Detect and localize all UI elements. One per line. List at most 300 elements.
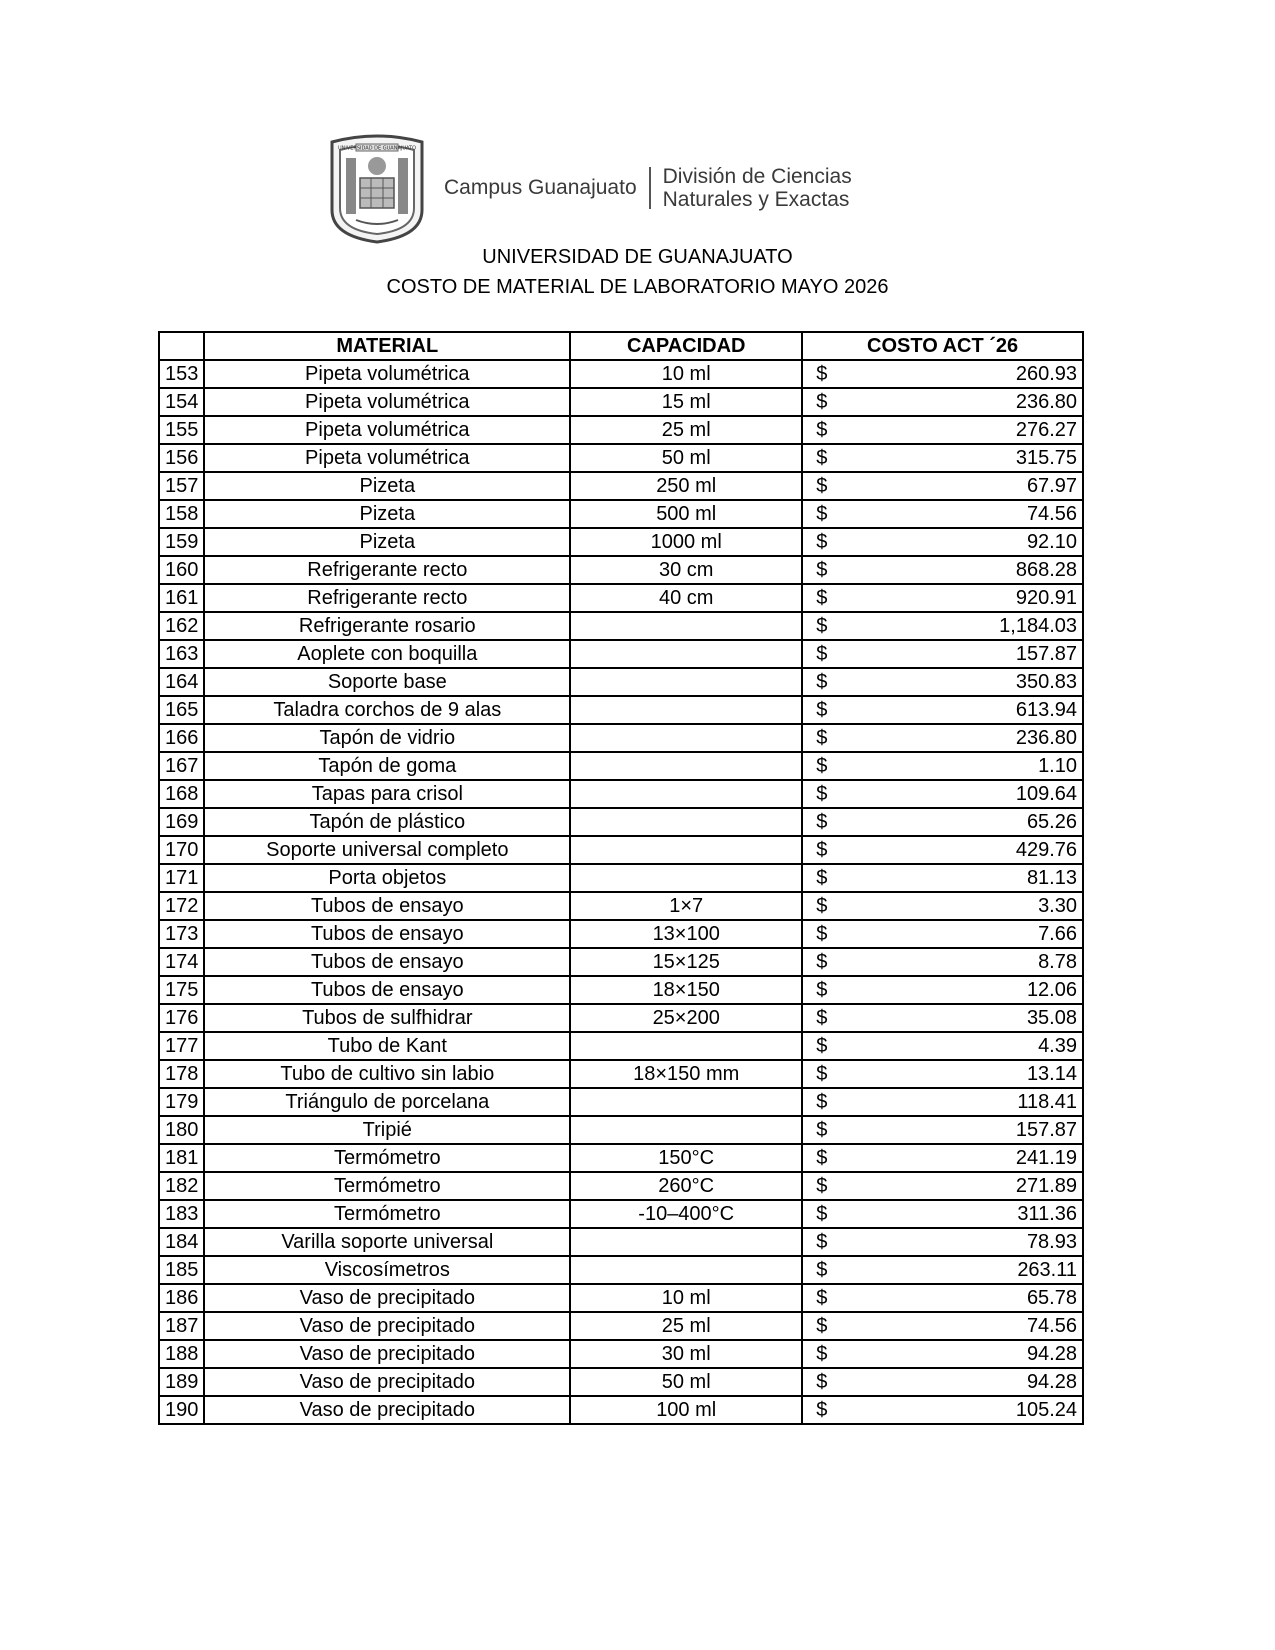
material-cell: Pizeta	[204, 472, 570, 500]
material-cell: Varilla soporte universal	[204, 1228, 570, 1256]
cost-amount: 236.80	[1015, 391, 1077, 413]
cost-amount: 94.28	[1026, 1371, 1077, 1393]
currency-symbol: $	[816, 1371, 828, 1393]
cost-amount: 109.64	[1015, 783, 1077, 805]
material-cell: Tubo de cultivo sin labio	[204, 1060, 570, 1088]
material-cell: Soporte base	[204, 668, 570, 696]
capacity-cell: 250 ml	[570, 472, 802, 500]
currency-symbol: $	[816, 419, 828, 441]
currency-symbol: $	[816, 671, 828, 693]
material-cell: Refrigerante recto	[204, 556, 570, 584]
svg-text:UNIVERSIDAD DE GUANAJUATO: UNIVERSIDAD DE GUANAJUATO	[337, 145, 417, 152]
row-number: 153	[159, 360, 204, 388]
cost-cell	[802, 808, 1083, 836]
table-row	[159, 640, 1083, 668]
capacity-cell	[570, 864, 802, 892]
table-header-row	[159, 332, 1083, 360]
table-row	[159, 948, 1083, 976]
row-number: 163	[159, 640, 204, 668]
cost-cell	[802, 416, 1083, 444]
capacity-cell	[570, 1088, 802, 1116]
cost-wrapper	[808, 865, 1077, 891]
currency-symbol: $	[816, 1063, 828, 1085]
cost-wrapper	[808, 557, 1077, 583]
cost-cell	[802, 668, 1083, 696]
table-row	[159, 836, 1083, 864]
capacity-cell	[570, 1116, 802, 1144]
cost-cell	[802, 1004, 1083, 1032]
cost-cell	[802, 1284, 1083, 1312]
material-cell: Tubo de Kant	[204, 1032, 570, 1060]
row-number: 161	[159, 584, 204, 612]
material-cell: Triángulo de porcelana	[204, 1088, 570, 1116]
capacity-cell	[570, 752, 802, 780]
cost-cell	[802, 948, 1083, 976]
division-line-2: Naturales y Exactas	[662, 188, 850, 211]
table-row	[159, 388, 1083, 416]
table-row	[159, 1396, 1083, 1424]
table-row	[159, 668, 1083, 696]
row-number: 156	[159, 444, 204, 472]
cost-amount: 311.36	[1017, 1203, 1077, 1225]
table-row	[159, 500, 1083, 528]
cost-amount: 105.24	[1015, 1399, 1077, 1421]
capacity-cell: 13×100	[570, 920, 802, 948]
header-number	[159, 332, 204, 360]
cost-amount: 263.11	[1017, 1259, 1077, 1281]
cost-cell	[802, 556, 1083, 584]
capacity-cell: 50 ml	[570, 444, 802, 472]
cost-amount: 3.30	[1038, 895, 1077, 917]
cost-wrapper	[808, 1397, 1077, 1423]
document-subtitle: COSTO DE MATERIAL DE LABORATORIO MAYO 2026	[386, 276, 889, 298]
material-cell: Termómetro	[204, 1144, 570, 1172]
row-number: 154	[159, 388, 204, 416]
cost-amount: 12.06	[1026, 979, 1077, 1001]
cost-cell	[802, 920, 1083, 948]
cost-wrapper	[808, 669, 1077, 695]
row-number: 176	[159, 1004, 204, 1032]
row-number: 159	[159, 528, 204, 556]
table-row	[159, 1088, 1083, 1116]
header-cost: COSTO ACT ´26	[802, 332, 1083, 360]
cost-cell	[802, 1200, 1083, 1228]
row-number: 188	[159, 1340, 204, 1368]
cost-cell	[802, 640, 1083, 668]
cost-amount: 868.28	[1015, 559, 1077, 581]
material-cell: Tubos de ensayo	[204, 976, 570, 1004]
material-cell: Taladra corchos de 9 alas	[204, 696, 570, 724]
currency-symbol: $	[816, 1259, 828, 1281]
cost-wrapper	[808, 1285, 1077, 1311]
cost-cell	[802, 528, 1083, 556]
capacity-cell	[570, 1256, 802, 1284]
cost-cell	[802, 472, 1083, 500]
cost-amount: 4.39	[1038, 1035, 1077, 1057]
cost-cell	[802, 500, 1083, 528]
cost-amount: 613.94	[1015, 699, 1077, 721]
cost-cell	[802, 1312, 1083, 1340]
cost-amount: 118.41	[1017, 1091, 1077, 1113]
capacity-cell: 100 ml	[570, 1396, 802, 1424]
material-cell: Pipeta volumétrica	[204, 388, 570, 416]
capacity-cell: 15 ml	[570, 388, 802, 416]
capacity-cell: 25 ml	[570, 416, 802, 444]
currency-symbol: $	[816, 559, 828, 581]
cost-amount: 1,184.03	[999, 615, 1077, 637]
row-number: 183	[159, 1200, 204, 1228]
material-cell: Pipeta volumétrica	[204, 444, 570, 472]
row-number: 166	[159, 724, 204, 752]
row-number: 170	[159, 836, 204, 864]
cost-amount: 920.91	[1015, 587, 1077, 609]
row-number: 184	[159, 1228, 204, 1256]
capacity-cell	[570, 668, 802, 696]
material-cell: Vaso de precipitado	[204, 1368, 570, 1396]
currency-symbol: $	[816, 979, 828, 1001]
cost-wrapper	[808, 1145, 1077, 1171]
currency-symbol: $	[816, 755, 828, 777]
cost-wrapper	[808, 501, 1077, 527]
cost-cell	[802, 1340, 1083, 1368]
cost-wrapper	[808, 697, 1077, 723]
cost-amount: 236.80	[1015, 727, 1077, 749]
cost-cell	[802, 1116, 1083, 1144]
cost-amount: 94.28	[1026, 1343, 1077, 1365]
row-number: 155	[159, 416, 204, 444]
institution-header	[326, 132, 866, 244]
table-row	[159, 724, 1083, 752]
row-number: 174	[159, 948, 204, 976]
row-number: 187	[159, 1312, 204, 1340]
cost-wrapper	[808, 473, 1077, 499]
cost-wrapper	[808, 1033, 1077, 1059]
table-row	[159, 1368, 1083, 1396]
currency-symbol: $	[816, 783, 828, 805]
currency-symbol: $	[816, 1035, 828, 1057]
capacity-cell: 18×150	[570, 976, 802, 1004]
campus-name: Campus Guanajuato	[444, 176, 637, 199]
cost-cell	[802, 584, 1083, 612]
row-number: 182	[159, 1172, 204, 1200]
currency-symbol: $	[816, 1203, 828, 1225]
cost-amount: 8.78	[1038, 951, 1077, 973]
cost-amount: 276.27	[1015, 419, 1077, 441]
material-cell: Tapón de plástico	[204, 808, 570, 836]
currency-symbol: $	[816, 503, 828, 525]
cost-amount: 78.93	[1026, 1231, 1077, 1253]
cost-wrapper	[808, 361, 1077, 387]
cost-cell	[802, 388, 1083, 416]
cost-cell	[802, 864, 1083, 892]
cost-cell	[802, 1172, 1083, 1200]
capacity-cell: 40 cm	[570, 584, 802, 612]
currency-symbol: $	[816, 363, 828, 385]
table-row	[159, 696, 1083, 724]
material-cell: Pipeta volumétrica	[204, 416, 570, 444]
material-cell: Viscosímetros	[204, 1256, 570, 1284]
material-cell: Termómetro	[204, 1200, 570, 1228]
table-row	[159, 1200, 1083, 1228]
capacity-cell	[570, 1032, 802, 1060]
row-number: 173	[159, 920, 204, 948]
row-number: 172	[159, 892, 204, 920]
cost-amount: 157.87	[1015, 643, 1077, 665]
capacity-cell: 10 ml	[570, 360, 802, 388]
cost-wrapper	[808, 389, 1077, 415]
row-number: 185	[159, 1256, 204, 1284]
document-titles	[0, 242, 1275, 302]
cost-wrapper	[808, 1201, 1077, 1227]
cost-wrapper	[808, 977, 1077, 1003]
currency-symbol: $	[816, 1399, 828, 1421]
cost-wrapper	[808, 921, 1077, 947]
table-row	[159, 780, 1083, 808]
table-row	[159, 892, 1083, 920]
capacity-cell	[570, 780, 802, 808]
capacity-cell	[570, 1228, 802, 1256]
cost-amount: 260.93	[1015, 363, 1077, 385]
currency-symbol: $	[816, 1343, 828, 1365]
material-cell: Aoplete con boquilla	[204, 640, 570, 668]
table-row	[159, 976, 1083, 1004]
row-number: 175	[159, 976, 204, 1004]
cost-amount: 157.87	[1015, 1119, 1077, 1141]
capacity-cell: 18×150 mm	[570, 1060, 802, 1088]
cost-amount: 65.78	[1026, 1287, 1077, 1309]
cost-amount: 74.56	[1026, 1315, 1077, 1337]
row-number: 171	[159, 864, 204, 892]
cost-wrapper	[808, 809, 1077, 835]
row-number: 158	[159, 500, 204, 528]
table-row	[159, 1004, 1083, 1032]
capacity-cell: 15×125	[570, 948, 802, 976]
currency-symbol: $	[816, 1119, 828, 1141]
table-row	[159, 1032, 1083, 1060]
table-row	[159, 1144, 1083, 1172]
row-number: 186	[159, 1284, 204, 1312]
capacity-cell	[570, 724, 802, 752]
currency-symbol: $	[816, 447, 828, 469]
capacity-cell: 30 ml	[570, 1340, 802, 1368]
table-row	[159, 1228, 1083, 1256]
capacity-cell	[570, 640, 802, 668]
material-cell: Vaso de precipitado	[204, 1396, 570, 1424]
currency-symbol: $	[816, 727, 828, 749]
division-name	[663, 165, 852, 211]
cost-cell	[802, 780, 1083, 808]
material-cell: Termómetro	[204, 1172, 570, 1200]
document-title: UNIVERSIDAD DE GUANAJUATO	[482, 246, 793, 268]
cost-amount: 35.08	[1026, 1007, 1077, 1029]
cost-cell	[802, 696, 1083, 724]
cost-cell	[802, 976, 1083, 1004]
cost-wrapper	[808, 1005, 1077, 1031]
cost-wrapper	[808, 1341, 1077, 1367]
cost-amount: 74.56	[1026, 503, 1077, 525]
capacity-cell	[570, 836, 802, 864]
material-cell: Pizeta	[204, 528, 570, 556]
cost-amount: 65.26	[1026, 811, 1077, 833]
cost-wrapper	[808, 725, 1077, 751]
cost-amount: 271.89	[1015, 1175, 1077, 1197]
cost-cell	[802, 1144, 1083, 1172]
cost-amount: 241.19	[1015, 1147, 1077, 1169]
currency-symbol: $	[816, 811, 828, 833]
cost-amount: 429.76	[1015, 839, 1077, 861]
row-number: 165	[159, 696, 204, 724]
row-number: 189	[159, 1368, 204, 1396]
cost-wrapper	[808, 1117, 1077, 1143]
cost-amount: 13.14	[1026, 1063, 1077, 1085]
capacity-cell: 500 ml	[570, 500, 802, 528]
row-number: 169	[159, 808, 204, 836]
row-number: 178	[159, 1060, 204, 1088]
cost-cell	[802, 892, 1083, 920]
capacity-cell: 50 ml	[570, 1368, 802, 1396]
cost-wrapper	[808, 445, 1077, 471]
row-number: 190	[159, 1396, 204, 1424]
material-cell: Refrigerante rosario	[204, 612, 570, 640]
cost-wrapper	[808, 1369, 1077, 1395]
cost-cell	[802, 724, 1083, 752]
table-row	[159, 1312, 1083, 1340]
cost-cell	[802, 752, 1083, 780]
currency-symbol: $	[816, 951, 828, 973]
table-row	[159, 752, 1083, 780]
currency-symbol: $	[816, 699, 828, 721]
table-row	[159, 1256, 1083, 1284]
table-row	[159, 472, 1083, 500]
row-number: 180	[159, 1116, 204, 1144]
header-material: MATERIAL	[204, 332, 570, 360]
cost-amount: 67.97	[1026, 475, 1077, 497]
table-row	[159, 556, 1083, 584]
header-capacity: CAPACIDAD	[570, 332, 802, 360]
capacity-cell: 25×200	[570, 1004, 802, 1032]
cost-wrapper	[808, 1089, 1077, 1115]
material-cell: Vaso de precipitado	[204, 1312, 570, 1340]
row-number: 177	[159, 1032, 204, 1060]
table-row	[159, 864, 1083, 892]
material-cell: Vaso de precipitado	[204, 1340, 570, 1368]
currency-symbol: $	[816, 895, 828, 917]
cost-cell	[802, 1256, 1083, 1284]
cost-amount: 315.75	[1015, 447, 1077, 469]
material-cell: Tripié	[204, 1116, 570, 1144]
cost-wrapper	[808, 585, 1077, 611]
table-row	[159, 1060, 1083, 1088]
capacity-cell	[570, 612, 802, 640]
cost-wrapper	[808, 1313, 1077, 1339]
currency-symbol: $	[816, 1147, 828, 1169]
currency-symbol: $	[816, 615, 828, 637]
cost-wrapper	[808, 1061, 1077, 1087]
cost-amount: 7.66	[1038, 923, 1077, 945]
cost-cell	[802, 612, 1083, 640]
currency-symbol: $	[816, 867, 828, 889]
row-number: 181	[159, 1144, 204, 1172]
capacity-cell: -10–400°C	[570, 1200, 802, 1228]
material-cell: Pizeta	[204, 500, 570, 528]
cost-wrapper	[808, 1173, 1077, 1199]
currency-symbol: $	[816, 531, 828, 553]
currency-symbol: $	[816, 587, 828, 609]
cost-wrapper	[808, 753, 1077, 779]
table-row	[159, 584, 1083, 612]
row-number: 157	[159, 472, 204, 500]
cost-amount: 1.10	[1038, 755, 1077, 777]
row-number: 179	[159, 1088, 204, 1116]
cost-cell	[802, 444, 1083, 472]
material-cell: Refrigerante recto	[204, 584, 570, 612]
cost-amount: 81.13	[1026, 867, 1077, 889]
table-row	[159, 1116, 1083, 1144]
material-cell: Tubos de ensayo	[204, 892, 570, 920]
capacity-cell: 260°C	[570, 1172, 802, 1200]
row-number: 164	[159, 668, 204, 696]
material-cell: Porta objetos	[204, 864, 570, 892]
cost-cell	[802, 1368, 1083, 1396]
material-cell: Tubos de ensayo	[204, 920, 570, 948]
material-cell: Tapón de vidrio	[204, 724, 570, 752]
cost-wrapper	[808, 641, 1077, 667]
row-number: 168	[159, 780, 204, 808]
currency-symbol: $	[816, 643, 828, 665]
table-row	[159, 416, 1083, 444]
cost-wrapper	[808, 893, 1077, 919]
cost-cell	[802, 1032, 1083, 1060]
currency-symbol: $	[816, 1315, 828, 1337]
capacity-cell: 10 ml	[570, 1284, 802, 1312]
cost-cell	[802, 1396, 1083, 1424]
table-row	[159, 360, 1083, 388]
capacity-cell: 25 ml	[570, 1312, 802, 1340]
cost-cell	[802, 1060, 1083, 1088]
cost-wrapper	[808, 613, 1077, 639]
currency-symbol: $	[816, 1175, 828, 1197]
cost-amount: 350.83	[1015, 671, 1077, 693]
table-row	[159, 444, 1083, 472]
table-row	[159, 1284, 1083, 1312]
cost-cell	[802, 836, 1083, 864]
cost-amount: 92.10	[1026, 531, 1077, 553]
material-cell: Vaso de precipitado	[204, 1284, 570, 1312]
cost-cell	[802, 1228, 1083, 1256]
material-cell: Pipeta volumétrica	[204, 360, 570, 388]
capacity-cell	[570, 696, 802, 724]
row-number: 167	[159, 752, 204, 780]
currency-symbol: $	[816, 1231, 828, 1253]
row-number: 162	[159, 612, 204, 640]
currency-symbol: $	[816, 475, 828, 497]
row-number: 160	[159, 556, 204, 584]
table-row	[159, 612, 1083, 640]
cost-wrapper	[808, 837, 1077, 863]
capacity-cell: 1000 ml	[570, 528, 802, 556]
cost-wrapper	[808, 1229, 1077, 1255]
cost-wrapper	[808, 781, 1077, 807]
capacity-cell	[570, 808, 802, 836]
division-line-1: División de Ciencias	[662, 165, 852, 188]
cost-wrapper	[808, 529, 1077, 555]
table-row	[159, 1172, 1083, 1200]
currency-symbol: $	[816, 1287, 828, 1309]
material-cell: Tubos de sulfhidrar	[204, 1004, 570, 1032]
currency-symbol: $	[816, 391, 828, 413]
material-cell: Tapón de goma	[204, 752, 570, 780]
material-cell: Soporte universal completo	[204, 836, 570, 864]
